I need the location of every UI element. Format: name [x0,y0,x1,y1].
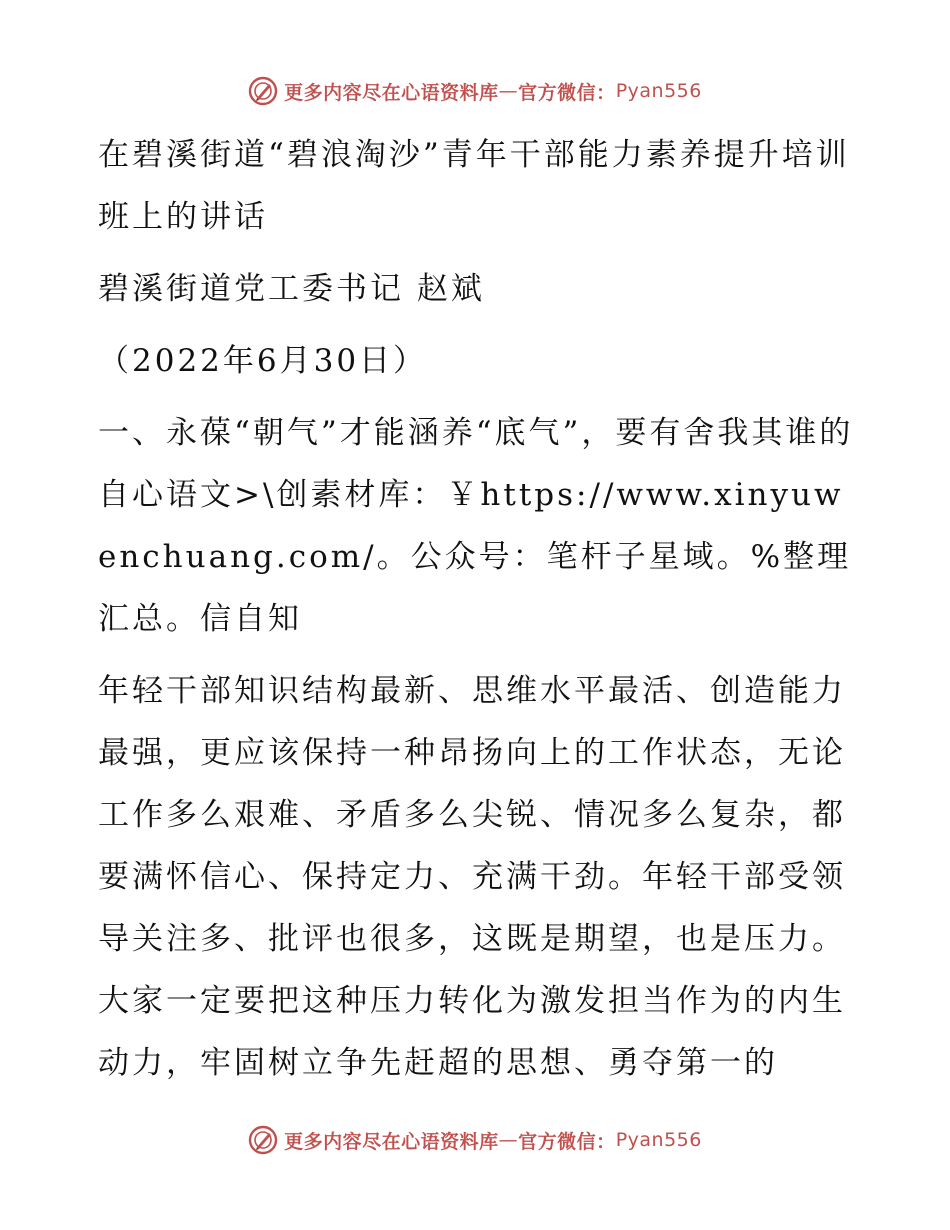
watermark-account-id: Pyan556 [615,1129,702,1151]
watermark-account-id: Pyan556 [615,80,702,102]
watermark-main-text: 更多内容尽在心语资料库 [284,81,499,104]
document-title: 在碧溪街道“碧浪淘沙”青年干部能力素养提升培训班上的讲话 [98,137,850,235]
watermark-separator: — [498,80,519,102]
document-body [98,124,858,1094]
document-author: 碧溪街道党工委书记 赵斌 [98,271,485,307]
footer-watermark [0,1120,950,1160]
watermark-official-label: 官方微信： [518,81,616,104]
header-watermark [0,71,950,111]
watermark-main-text: 更多内容尽在心语资料库 [284,1130,499,1153]
document-date: （2022年6月30日） [98,343,428,379]
watermark-separator: — [498,1129,519,1151]
section-heading: 一、永葆“朝气”才能涵养“底气”，要有舍我其谁的自心语文>\创素材库：￥https://www.xinyuwenchuang.com/。公众号：笔杆子星域。%整理汇总。信自知 [98,415,854,637]
pen-logo-icon [248,76,278,106]
body-paragraph: 年轻干部知识结构最新、思维水平最活、创造能力最强，更应该保持一种昂扬向上的工作状态，无论工作多么艰难、矛盾多么尖锐、情况多么复杂，都要满怀信心、保持定力、充满干劲。年轻干部受领导关注多、批评也很多，这既是期望，也是压力。大家一定要把这种压力转化为激发担当作为的内生动力，牢固树立争先赶超的思想、勇夺第一的 [98,673,846,1081]
watermark-official-label: 官方微信： [518,1130,616,1153]
pen-logo-icon [248,1125,278,1155]
